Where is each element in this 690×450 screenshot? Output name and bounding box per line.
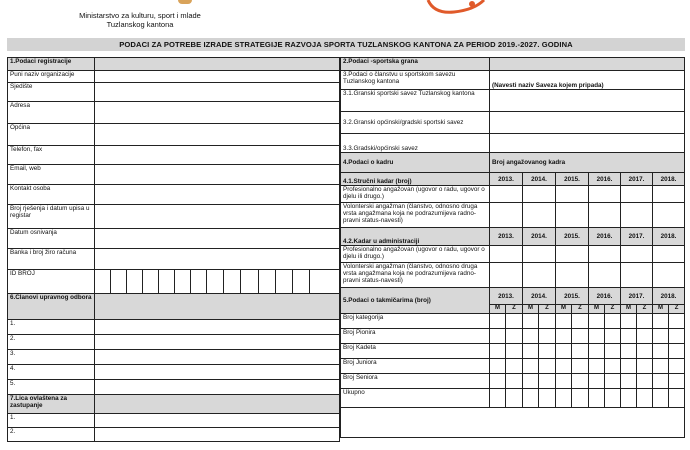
cell-input[interactable] [523, 359, 539, 374]
gender-m-header: M [589, 305, 605, 314]
year-2018: 2018. [653, 228, 685, 246]
cell-input[interactable] [621, 359, 637, 374]
cell-input[interactable] [490, 314, 506, 329]
id-digit-box[interactable] [207, 270, 224, 294]
cell-input[interactable] [523, 374, 539, 389]
cell-input[interactable] [490, 389, 506, 408]
cell-input[interactable] [653, 203, 685, 228]
input-municipal-branch-union[interactable] [490, 112, 685, 134]
cell-input[interactable] [669, 359, 685, 374]
category-label: Ukupno [341, 389, 490, 408]
cell-input[interactable] [556, 359, 572, 374]
sport-logo-icon [424, 0, 494, 18]
section-4-1-title: 4.1.Stručni kadar (broj) [341, 173, 490, 186]
label-volunteer-admin: Volonterski angažman (članstvo, odnosno druga vrsta angažmana koja ne podrazumijeva radno-pravni status-navesti) [341, 263, 490, 288]
cell-input[interactable] [669, 374, 685, 389]
cell-input[interactable] [605, 329, 621, 344]
id-digit-box[interactable] [191, 270, 207, 294]
cell-input[interactable] [653, 389, 669, 408]
cell-input[interactable] [669, 389, 685, 408]
rep-row-label: 2. [8, 428, 95, 442]
cell-input[interactable] [572, 389, 589, 408]
board-row-input[interactable] [95, 350, 340, 365]
cell-input[interactable] [490, 203, 523, 228]
label-branch-union: 3.1.Granski sportski savez Tuzlanskog kantona [341, 90, 490, 112]
year-2015: 2015. [556, 228, 589, 246]
cell-input[interactable] [669, 314, 685, 329]
category-label: Broj Kadeta [341, 344, 490, 359]
cell-input[interactable] [490, 186, 523, 203]
section-4-title: 4.Podaci o kadru [341, 153, 490, 173]
id-digit-box[interactable] [258, 270, 275, 294]
gender-z-header: Ž [605, 305, 621, 314]
cell-input[interactable] [653, 263, 685, 288]
cell-input[interactable] [589, 314, 605, 329]
label-address: Adresa [8, 102, 95, 124]
cell-input[interactable] [523, 186, 556, 203]
input-municipality[interactable] [95, 124, 340, 146]
cell-input[interactable] [621, 329, 637, 344]
label-seat: Sjedište [8, 83, 95, 102]
cell-input[interactable] [539, 329, 556, 344]
year-2018: 2018. [653, 173, 685, 186]
id-digit-box[interactable] [292, 270, 309, 294]
gender-m-header: M [523, 305, 539, 314]
coat-of-arms-emblem [178, 0, 192, 4]
cell-input[interactable] [523, 314, 539, 329]
board-row-label: 1. [8, 320, 95, 335]
cell-input[interactable] [605, 314, 621, 329]
cell-input[interactable] [572, 314, 589, 329]
cell-input[interactable] [572, 359, 589, 374]
id-digit-box[interactable] [309, 270, 339, 294]
gender-z-header: Ž [506, 305, 523, 314]
id-digit-box[interactable] [159, 270, 175, 294]
year-2018: 2018. [653, 288, 685, 305]
cell-input[interactable] [506, 359, 523, 374]
board-row-label: 3. [8, 350, 95, 365]
cell-input[interactable] [523, 203, 556, 228]
gender-m-header: M [621, 305, 637, 314]
form-title: PODACI ZA POTREBE IZRADE STRATEGIJE RAZVOJA SPORTA TUZLANSKOG KANTONA ZA PERIOD 2019.-2027. GODINA [7, 38, 685, 51]
cell-input[interactable] [589, 344, 605, 359]
cell-input[interactable] [572, 344, 589, 359]
ministry-name-line2: Tuzlanskog kantona [106, 20, 174, 29]
year-2013: 2013. [490, 173, 523, 186]
rep-row-label: 1. [8, 414, 95, 428]
year-2014: 2014. [523, 288, 556, 305]
cell-input[interactable] [490, 246, 523, 263]
cell-input[interactable] [523, 329, 539, 344]
label-municipal-branch-union: 3.2.Granski općinski/gradski sportski savez [341, 112, 490, 134]
id-digit-box[interactable] [95, 270, 111, 294]
section-4-2-title: 4.2.Kadar u administraciji [341, 228, 490, 246]
category-label: Broj Pionira [341, 329, 490, 344]
cell-input[interactable] [572, 374, 589, 389]
cell-input[interactable] [523, 344, 539, 359]
year-2016: 2016. [589, 228, 621, 246]
board-row-input[interactable] [95, 365, 340, 380]
section-2-title: 2.Podaci -sportska grana [341, 58, 490, 71]
cell-input[interactable] [556, 246, 589, 263]
empty-row [341, 408, 685, 438]
label-full-name: Puni naziv organizacije [8, 71, 95, 83]
id-digit-box[interactable] [224, 270, 241, 294]
cell-input[interactable] [621, 389, 637, 408]
cell-input[interactable] [589, 359, 605, 374]
cell-input[interactable] [490, 344, 506, 359]
cell-input[interactable] [539, 344, 556, 359]
cell-input[interactable] [556, 314, 572, 329]
label-email: Email, web [8, 165, 95, 185]
cell-input[interactable] [490, 359, 506, 374]
cell-input[interactable] [556, 329, 572, 344]
cell-input[interactable] [539, 374, 556, 389]
cell-input[interactable] [539, 389, 556, 408]
cell-input[interactable] [621, 314, 637, 329]
input-full-name[interactable] [95, 71, 340, 83]
rep-row-input[interactable] [95, 414, 340, 428]
label-membership: 3.Podaci o članstvu u sportskom savezu Tuzlanskog kantona [341, 71, 490, 90]
gender-m-header: M [556, 305, 572, 314]
cell-input[interactable] [490, 374, 506, 389]
cell-input[interactable] [621, 344, 637, 359]
cell-input[interactable] [637, 389, 653, 408]
input-contact[interactable] [95, 185, 340, 205]
year-2016: 2016. [589, 173, 621, 186]
label-volunteer-staff: Volonterski angažman (članstvo, odnosno druga vrsta angažmana koja ne podrazumijeva radno-pravni status-navesti) [341, 203, 490, 228]
id-digit-box[interactable] [143, 270, 159, 294]
cell-input[interactable] [523, 389, 539, 408]
cell-input[interactable] [589, 203, 621, 228]
section-6-title: 6.Članovi upravnog odbora [8, 294, 95, 320]
label-professional-staff: Profesionalno angažovan (ugovor o radu, ugovor o djelu ili drugo.) [341, 186, 490, 203]
cell-input[interactable] [589, 389, 605, 408]
id-digit-box[interactable] [175, 270, 191, 294]
cell-input[interactable] [653, 374, 669, 389]
year-2013: 2013. [490, 228, 523, 246]
label-city-union: 3.3.Gradski/općinski savez [341, 134, 490, 153]
cell-input[interactable] [621, 203, 653, 228]
year-2013: 2013. [490, 288, 523, 305]
rep-row-input[interactable] [95, 428, 340, 442]
cell-input[interactable] [621, 263, 653, 288]
label-bank: Banka i broj žiro računa [8, 249, 95, 270]
label-founding-date: Datum osnivanja [8, 229, 95, 249]
cell-input[interactable] [653, 329, 669, 344]
cell-input[interactable] [572, 329, 589, 344]
label-id-number: ID BROJ [8, 270, 95, 294]
cell-input[interactable] [653, 359, 669, 374]
cell-input[interactable] [605, 374, 621, 389]
cell-input[interactable] [523, 263, 556, 288]
right-table [340, 57, 685, 438]
year-2017: 2017. [621, 228, 653, 246]
cell-input[interactable] [637, 314, 653, 329]
year-2017: 2017. [621, 173, 653, 186]
input-city-union[interactable] [490, 134, 685, 153]
cell-input[interactable] [506, 314, 523, 329]
year-2017: 2017. [621, 288, 653, 305]
id-digit-box[interactable] [111, 270, 127, 294]
cell-input[interactable] [506, 374, 523, 389]
gender-m-header: M [490, 305, 506, 314]
cell-input[interactable] [556, 344, 572, 359]
cell-input[interactable] [589, 263, 621, 288]
cell-input[interactable] [605, 344, 621, 359]
cell-input[interactable] [637, 344, 653, 359]
label-municipality: Općina [8, 124, 95, 146]
input-founding-date[interactable] [95, 229, 340, 249]
cell-input[interactable] [637, 374, 653, 389]
cell-input[interactable] [637, 329, 653, 344]
cell-input[interactable] [605, 359, 621, 374]
board-row-input[interactable] [95, 380, 340, 395]
membership-note: (Navesti naziv Saveza kojem pripada) [490, 71, 685, 90]
year-2015: 2015. [556, 173, 589, 186]
cell-input[interactable] [589, 374, 605, 389]
board-row-label: 5. [8, 380, 95, 395]
staff-count-note: Broj angažovanog kadra [490, 153, 685, 173]
cell-input[interactable] [669, 344, 685, 359]
year-2014: 2014. [523, 228, 556, 246]
cell-input[interactable] [653, 246, 685, 263]
section-7-title: 7.Lica ovlaštena za zastupanje [8, 395, 95, 414]
label-professional-admin: Profesionalno angažovan (ugovor o radu, ugovor o djelu ili drugo.) [341, 246, 490, 263]
cell-input[interactable] [523, 246, 556, 263]
cell-input[interactable] [506, 389, 523, 408]
cell-input[interactable] [506, 329, 523, 344]
id-digit-box[interactable] [127, 270, 143, 294]
left-table [7, 57, 340, 442]
input-bank[interactable] [95, 249, 340, 270]
gender-z-header: Ž [637, 305, 653, 314]
category-label: Broj Juniora [341, 359, 490, 374]
cell-input[interactable] [556, 263, 589, 288]
input-email[interactable] [95, 165, 340, 185]
category-label: Broj kategorija [341, 314, 490, 329]
cell-input[interactable] [490, 329, 506, 344]
input-address[interactable] [95, 102, 340, 124]
cell-input[interactable] [539, 359, 556, 374]
year-2014: 2014. [523, 173, 556, 186]
id-digit-box[interactable] [241, 270, 258, 294]
cell-input[interactable] [669, 329, 685, 344]
cell-input[interactable] [621, 374, 637, 389]
cell-input[interactable] [589, 186, 621, 203]
year-2016: 2016. [589, 288, 621, 305]
cell-input[interactable] [556, 203, 589, 228]
input-branch-union[interactable] [490, 90, 685, 112]
cell-input[interactable] [556, 186, 589, 203]
cell-input[interactable] [589, 246, 621, 263]
cell-input[interactable] [589, 329, 605, 344]
cell-input[interactable] [539, 314, 556, 329]
section-1-title: 1.Podaci registracije [8, 58, 95, 71]
id-digit-box[interactable] [275, 270, 292, 294]
gender-z-header: Ž [572, 305, 589, 314]
board-row-input[interactable] [95, 335, 340, 350]
section-5-title: 5.Podaci o takmičarima (broj) [341, 288, 490, 314]
cell-input[interactable] [506, 344, 523, 359]
cell-input[interactable] [556, 374, 572, 389]
board-row-label: 4. [8, 365, 95, 380]
board-row-input[interactable] [95, 320, 340, 335]
gender-m-header: M [653, 305, 669, 314]
input-seat[interactable] [95, 83, 340, 102]
cell-input[interactable] [556, 389, 572, 408]
input-registration[interactable] [95, 205, 340, 229]
label-contact: Kontakt osoba [8, 185, 95, 205]
board-row-label: 2. [8, 335, 95, 350]
category-label: Broj Seniora [341, 374, 490, 389]
cell-input[interactable] [621, 186, 653, 203]
year-2015: 2015. [556, 288, 589, 305]
ministry-name-line1: Ministarstvo za kulturu, sport i mlade [79, 11, 201, 20]
cell-input[interactable] [605, 389, 621, 408]
cell-input[interactable] [621, 246, 653, 263]
gender-z-header: Ž [669, 305, 685, 314]
input-phone[interactable] [95, 146, 340, 165]
cell-input[interactable] [653, 314, 669, 329]
label-phone: Telefon, fax [8, 146, 95, 165]
gender-z-header: Ž [539, 305, 556, 314]
cell-input[interactable] [653, 186, 685, 203]
label-registration: Broj rješenja i datum upisa u registar [8, 205, 95, 229]
cell-input[interactable] [490, 263, 523, 288]
cell-input[interactable] [637, 359, 653, 374]
cell-input[interactable] [653, 344, 669, 359]
